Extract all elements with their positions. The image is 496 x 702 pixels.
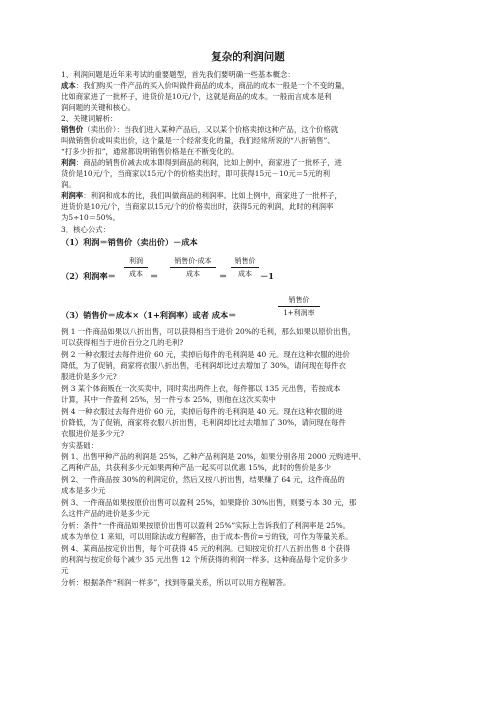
formula-profit: （1）利润＝销售价（卖出价）－成本 [61, 237, 198, 247]
basic-example-3-line-1: 例 3、一件商品如果按原价出售可以盈利 25%，如果降价 30%出售，则要亏本 30 元，那 [61, 498, 357, 507]
rate-text-3: 为5÷10＝50%。 [61, 213, 120, 222]
rate-definition [61, 191, 441, 201]
formula-rate-tail: －1 [260, 271, 274, 281]
profit-text-2: 货价是10元/个，当商家以15元/个的价格卖出时，即可获得15元－10元＝5元的利 [61, 169, 331, 178]
formula-rate-equals-2: ＝ [219, 271, 228, 281]
rate-text-1: ：利润和成本的比，我们叫做商品的利润率。比如上例中，商家进了一批杯子， [83, 191, 342, 200]
fraction-1-denominator: 成本 [129, 270, 143, 278]
profit-text-1: ：商品的销售价减去成本即得到商品的利润，比如上例中，商家进了一批杯子，进 [75, 158, 342, 167]
example-4-line-1: 例 4 一种衣服过去每件进价 60 元，卖掉后每件的毛利润是 40 元。现在这种衣服的进 [61, 407, 343, 416]
example-2-line-2: 降低，为了促销，商家将衣服八折出售，毛利润却比过去增加了 30%，请问现在每件衣 [61, 361, 346, 370]
rate-text-2: 进货价是10元/个，当商家以15元/个的价格卖出时，获得5元的利润，此时的利润率 [61, 202, 334, 211]
formula-rate-fraction-3 [231, 256, 259, 279]
cost-text-1: ：我们购买一件产品的买入价叫做件商品的成本，商品的成本一般是一个不变的量， [75, 81, 350, 90]
profit-term: 利润 [61, 158, 76, 167]
fraction-2-denominator: 成本 [186, 270, 200, 278]
fraction-3-numerator: 销售价 [231, 256, 259, 268]
page-title: 复杂的利润问题 [211, 51, 285, 63]
formula-rate-fraction-1 [124, 256, 148, 279]
price-fraction-denominator: 1+利润率 [283, 309, 315, 317]
example-2-line-1: 例 2 一种衣服过去每件进价 60 元，卖掉后每件的毛利润是 40 元。现在这种衣服的进价 [61, 350, 350, 359]
fraction-3-denominator: 成本 [238, 270, 252, 278]
basic-example-2-line-2: 成本是多少元 [61, 486, 106, 495]
profit-definition [61, 158, 441, 168]
basic-example-1-line-2: 乙两种产品，共获利多少元如果两种产品一起买可以优惠 15%，此时的售价是多少 [61, 463, 332, 472]
basic-example-3-line-2: 么这件产品的进价是多少元 [61, 509, 150, 518]
formula-rate-equals-1: ＝ [150, 271, 159, 281]
section-3-heading: 3．核心公式： [61, 225, 111, 234]
section-2-heading: 2、关键词解析： [61, 114, 118, 123]
price-fraction-numerator: 销售价 [278, 295, 320, 307]
price-definition [61, 125, 441, 135]
analysis-3-line-2: 成本为单位 1 来知，可以用除法或方程解答，由于成本-售价=亏的钱，可作为等量关系。 [61, 532, 353, 541]
fraction-1-numerator: 利润 [124, 256, 148, 268]
example-3-line-1: 例 3 某个体商贩在一次买卖中，同时卖出两件上衣，每件都以 135 元出售，若按成本 [61, 384, 341, 393]
price-text-3: “打多少折扣”，通常都说明销售价格是在不断变化的。 [61, 147, 239, 156]
basics-heading: 夯实基础： [61, 441, 98, 450]
example-4-line-2: 价降低，为了促销，商家将衣服八折出售，毛利润却比过去增加了 30%，请问现在每件 [61, 418, 346, 427]
formula-price-fraction [278, 295, 320, 318]
rate-term: 利润率 [61, 191, 84, 200]
analysis-3-line-1: 分析：条件“一件商品如果按原价出售可以盈利 25%”实际上告诉我们了利润率是 25%。 [61, 521, 351, 530]
basic-example-4-line-1: 例 4、某商品按定价出售，每个可获得 45 元的利润。已知按定价打八五折出售 8 个获得 [61, 544, 351, 553]
example-2-line-3: 服进价是多少元? [61, 372, 117, 381]
example-1-line-1: 例 1 一件商品如果以八折出售，可以获得相当于进价 20%的毛利，那么如果以原价出售， [61, 327, 356, 336]
price-text-1: （卖出价）：当我们进入某种产品后，又以某个价格卖掉这种产品，这个价格就 [83, 125, 339, 134]
fraction-2-numerator: 销售价-成本 [170, 256, 216, 268]
price-text-2: 叫做销售价或叫卖出价，这个量是一个经常变化的量，我们经常所说的“八折销售”、 [61, 136, 335, 145]
example-4-line-3: 衣服进价是多少元? [61, 429, 125, 438]
cost-text-3: 润问题的关键和核心。 [61, 103, 135, 112]
section-1-heading: 1、利润问题是近年来考试的重要题型，首先我们要明确一些基本概念： [61, 70, 295, 79]
basic-example-4-line-2: 的利润与按定价每个减少 35 元出售 12 个所获得的利润一样多。这种商品每个定价多少 [61, 555, 348, 564]
basic-example-2-line-1: 例 2、一件商品按 30%的利润定价，然后又按八折出售，结果赚了 64 元，这件商品的 [61, 475, 345, 484]
formula-price-label: （3）销售价＝成本×（1+利润率）或者 成本＝ [61, 310, 237, 320]
example-1-line-2: 可以获得相当于进价百分之几的毛利? [61, 338, 184, 347]
cost-term: 成本 [61, 81, 76, 90]
price-term: 销售价 [61, 125, 84, 134]
formula-rate-label: （2）利润率＝ [61, 271, 116, 281]
cost-text-2: 比如商家进了一批杯子，进货价是10元/个，这就是商品的成本。一般而言成本是利 [61, 92, 332, 101]
formula-rate-fraction-2 [170, 256, 216, 279]
basic-example-1-line-1: 例 1、出售甲种产品的利润是 25%，乙种产品利润是 20%，如果分别各用 2000 元购进甲、 [61, 452, 366, 461]
cost-definition [61, 81, 441, 91]
profit-text-3: 润。 [61, 180, 76, 189]
analysis-4-line-1: 分析：根据条件“利润一样多”，找到等量关系，所以可以用方程解答。 [61, 578, 291, 587]
basic-example-4-line-3: 元 [61, 566, 69, 575]
example-3-line-2: 计算，其中一件盈利 25%，另一件亏本 25%，则他在这次买卖中 [61, 395, 276, 404]
